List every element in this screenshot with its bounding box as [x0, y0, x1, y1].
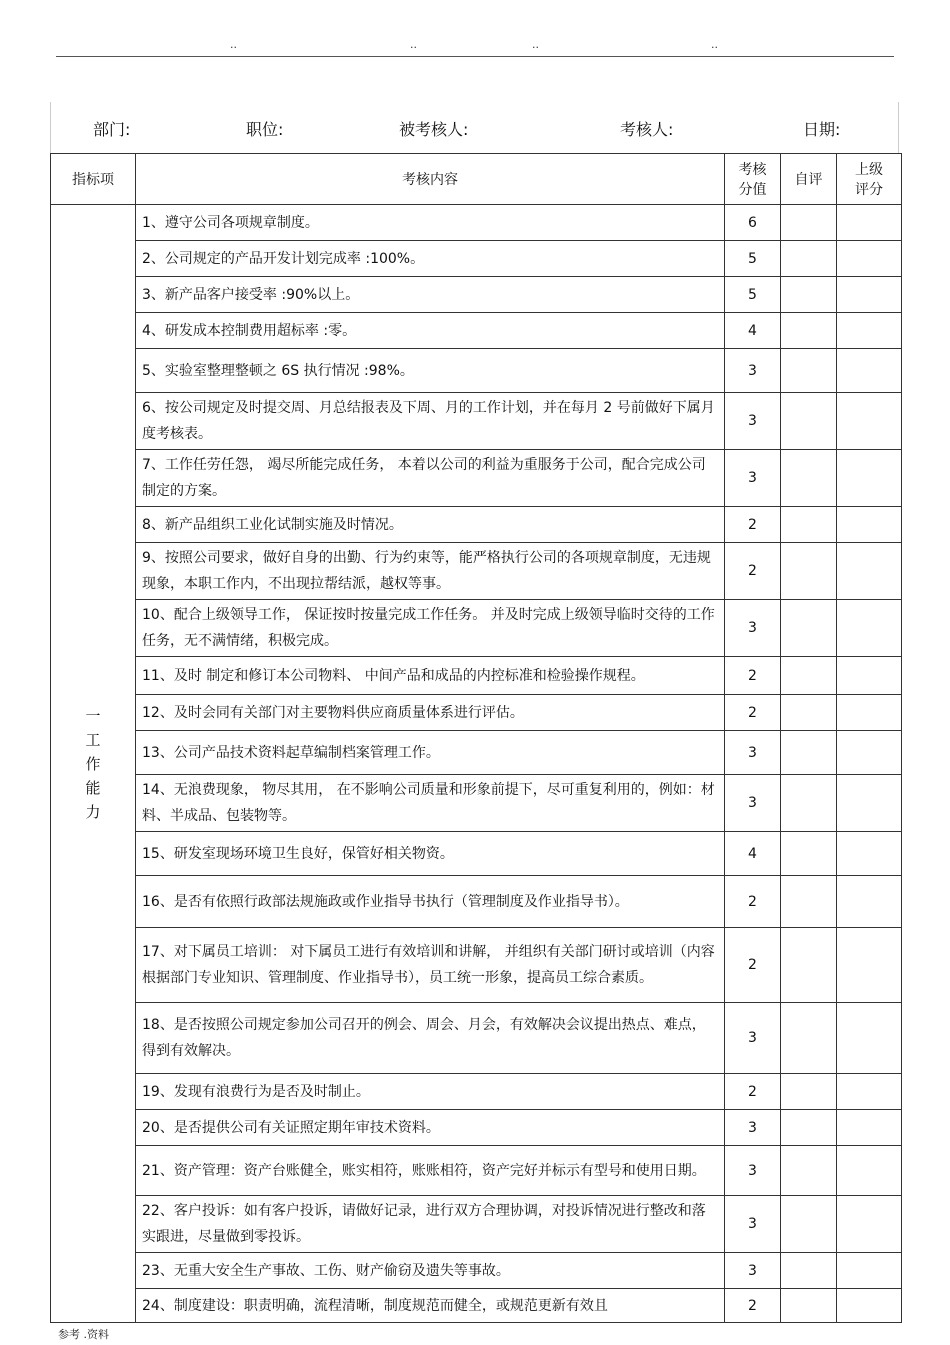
- table-row: [51, 393, 902, 450]
- self-eval-cell[interactable]: [781, 313, 837, 349]
- table-row: [51, 1003, 902, 1074]
- table-row: [51, 1146, 902, 1196]
- table-row: [51, 543, 902, 600]
- superior-eval-cell[interactable]: [837, 450, 902, 507]
- superior-eval-cell[interactable]: [837, 1146, 902, 1196]
- table-row: [51, 507, 902, 543]
- superior-eval-cell[interactable]: [837, 1196, 902, 1253]
- score-cell: 5: [725, 241, 781, 277]
- table-row: [51, 1196, 902, 1253]
- self-eval-cell[interactable]: [781, 657, 837, 695]
- table-row: [51, 241, 902, 277]
- table-row: [51, 876, 902, 928]
- content-cell: 11、及时 制定和修订本公司物料、 中间产品和成品的内控标准和检验操作规程。: [136, 657, 725, 695]
- score-cell: 2: [725, 543, 781, 600]
- superior-eval-cell[interactable]: [837, 1253, 902, 1289]
- content-cell: 6、按公司规定及时提交周、月总结报表及下周、月的工作计划，并在每月 2 号前做好下属月度考核表。: [136, 393, 725, 450]
- self-eval-cell[interactable]: [781, 1289, 837, 1323]
- category-char: 作: [85, 754, 101, 773]
- content-cell: 16、是否有依照行政部法规施政或作业指导书执行（管理制度及作业指导书）。: [136, 876, 725, 928]
- superior-eval-cell[interactable]: [837, 695, 902, 731]
- table-row: [51, 1110, 902, 1146]
- self-eval-cell[interactable]: [781, 241, 837, 277]
- content-cell: 13、公司产品技术资料起草编制档案管理工作。: [136, 731, 725, 775]
- self-eval-cell[interactable]: [781, 832, 837, 876]
- superior-eval-cell[interactable]: [837, 600, 902, 657]
- score-cell: 2: [725, 1289, 781, 1323]
- self-eval-cell[interactable]: [781, 1003, 837, 1074]
- self-eval-cell[interactable]: [781, 1146, 837, 1196]
- self-eval-cell[interactable]: [781, 507, 837, 543]
- superior-eval-cell[interactable]: [837, 876, 902, 928]
- score-cell: 4: [725, 832, 781, 876]
- score-cell: 5: [725, 277, 781, 313]
- superior-eval-cell[interactable]: [837, 241, 902, 277]
- content-cell: 20、是否提供公司有关证照定期年审技术资料。: [136, 1110, 725, 1146]
- assessor-label: 考核人:: [620, 120, 674, 139]
- self-eval-cell[interactable]: [781, 600, 837, 657]
- table-row: [51, 775, 902, 832]
- category-char: 工: [85, 730, 101, 749]
- indicator-header: 指标项: [51, 154, 136, 205]
- content-cell: 21、资产管理：资产台账健全，账实相符，账账相符，资产完好并标示有型号和使用日期。: [136, 1146, 725, 1196]
- superior-eval-cell[interactable]: [837, 1289, 902, 1323]
- content-cell: 17、对下属员工培训： 对下属员工进行有效培训和讲解， 并组织有关部门研讨或培训（内容根据部门专业知识、管理制度、作业指导书），员工统一形象，提高员工综合素质。: [136, 928, 725, 1003]
- superior-eval-cell[interactable]: [837, 205, 902, 241]
- content-cell: 22、客户投诉：如有客户投诉，请做好记录，进行双方合理协调，对投诉情况进行整改和落实跟进，尽量做到零投诉。: [136, 1196, 725, 1253]
- content-cell: 9、按照公司要求，做好自身的出勤、行为约束等，能严格执行公司的各项规章制度，无违规现象，本职工作内，不出现拉帮结派，越权等事。: [136, 543, 725, 600]
- superior-header-line: 上级: [855, 162, 883, 178]
- score-cell: 3: [725, 1196, 781, 1253]
- score-cell: 2: [725, 657, 781, 695]
- self-eval-header: 自评: [781, 154, 837, 205]
- score-cell: 2: [725, 928, 781, 1003]
- table-row: [51, 450, 902, 507]
- self-eval-cell[interactable]: [781, 543, 837, 600]
- category-cell: [51, 205, 136, 1323]
- superior-eval-cell[interactable]: [837, 543, 902, 600]
- position-label: 职位:: [246, 120, 284, 139]
- score-header-line: 考核: [738, 162, 767, 178]
- score-cell: 2: [725, 507, 781, 543]
- content-cell: 12、及时会同有关部门对主要物料供应商质量体系进行评估。: [136, 695, 725, 731]
- table-row: [51, 731, 902, 775]
- score-cell: 3: [725, 1146, 781, 1196]
- category-char: 一: [85, 706, 101, 725]
- table-row: [51, 349, 902, 393]
- form-header: [50, 102, 899, 154]
- score-cell: 3: [725, 1003, 781, 1074]
- content-cell: 1、遵守公司各项规章制度。: [136, 205, 725, 241]
- self-eval-cell[interactable]: [781, 393, 837, 450]
- score-cell: 2: [725, 1074, 781, 1110]
- assessment-table: [50, 153, 902, 1323]
- content-cell: 14、无浪费现象， 物尽其用， 在不影响公司质量和形象前提下，尽可重复利用的，例如：材料、半成品、包装物等。: [136, 775, 725, 832]
- content-cell: 15、研发室现场环境卫生良好，保管好相关物资。: [136, 832, 725, 876]
- superior-eval-cell[interactable]: [837, 928, 902, 1003]
- superior-header-line: 评分: [855, 182, 883, 198]
- date-label: 日期:: [803, 120, 841, 139]
- superior-eval-header: [837, 154, 902, 205]
- self-eval-cell[interactable]: [781, 731, 837, 775]
- score-header: [725, 154, 781, 205]
- self-eval-cell[interactable]: [781, 1253, 837, 1289]
- score-cell: 3: [725, 1110, 781, 1146]
- content-cell: 10、配合上级领导工作， 保证按时按量完成工作任务。 并及时完成上级领导临时交待的工作任务，无不满情绪，积极完成。: [136, 600, 725, 657]
- table-row: [51, 313, 902, 349]
- table-row: [51, 600, 902, 657]
- table-row: [51, 277, 902, 313]
- content-cell: 4、研发成本控制费用超标率 :零。: [136, 313, 725, 349]
- self-eval-cell[interactable]: [781, 928, 837, 1003]
- superior-eval-cell[interactable]: [837, 731, 902, 775]
- content-cell: 23、无重大安全生产事故、工伤、财产偷窃及遗失等事故。: [136, 1253, 725, 1289]
- superior-eval-cell[interactable]: [837, 1110, 902, 1146]
- self-eval-cell[interactable]: [781, 876, 837, 928]
- score-cell: 3: [725, 775, 781, 832]
- score-cell: 3: [725, 1253, 781, 1289]
- table-body: [51, 205, 902, 1323]
- assessee-label: 被考核人:: [399, 120, 469, 139]
- superior-eval-cell[interactable]: [837, 657, 902, 695]
- self-eval-cell[interactable]: [781, 1110, 837, 1146]
- header-mark: ..: [230, 38, 237, 51]
- content-cell: 7、工作任劳任怨， 竭尽所能完成任务， 本着以公司的利益为重服务于公司，配合完成公司制定的方案。: [136, 450, 725, 507]
- category-char: 能: [85, 778, 101, 797]
- table-header-row: [51, 154, 902, 205]
- table-row: [51, 832, 902, 876]
- superior-eval-cell[interactable]: [837, 313, 902, 349]
- superior-eval-cell[interactable]: [837, 349, 902, 393]
- score-cell: 2: [725, 695, 781, 731]
- superior-eval-cell[interactable]: [837, 775, 902, 832]
- table-row: [51, 1253, 902, 1289]
- header-divider: [56, 56, 894, 57]
- content-cell: 19、发现有浪费行为是否及时制止。: [136, 1074, 725, 1110]
- footer-note: 参考 .资料: [58, 1328, 109, 1341]
- content-cell: 18、是否按照公司规定参加公司召开的例会、周会、月会，有效解决会议提出热点、难点，得到有效解决。: [136, 1003, 725, 1074]
- table-row: [51, 695, 902, 731]
- self-eval-cell[interactable]: [781, 1074, 837, 1110]
- content-cell: 24、制度建设：职责明确，流程清晰，制度规范而健全，或规范更新有效且: [136, 1289, 725, 1323]
- content-cell: 8、新产品组织工业化试制实施及时情况。: [136, 507, 725, 543]
- superior-eval-cell[interactable]: [837, 1003, 902, 1074]
- self-eval-cell[interactable]: [781, 1196, 837, 1253]
- table-row: [51, 1289, 902, 1323]
- self-eval-cell[interactable]: [781, 695, 837, 731]
- score-cell: 3: [725, 349, 781, 393]
- table-row: [51, 205, 902, 241]
- superior-eval-cell[interactable]: [837, 1074, 902, 1110]
- content-cell: 2、公司规定的产品开发计划完成率 :100%。: [136, 241, 725, 277]
- content-header: 考核内容: [136, 154, 725, 205]
- self-eval-cell[interactable]: [781, 450, 837, 507]
- content-cell: 5、实验室整理整顿之 6S 执行情况 :98%。: [136, 349, 725, 393]
- dept-label: 部门:: [93, 120, 131, 139]
- header-mark: ..: [711, 38, 718, 51]
- score-cell: 3: [725, 731, 781, 775]
- score-cell: 6: [725, 205, 781, 241]
- score-cell: 4: [725, 313, 781, 349]
- header-mark: ..: [410, 38, 417, 51]
- self-eval-cell[interactable]: [781, 205, 837, 241]
- score-cell: 2: [725, 876, 781, 928]
- self-eval-cell[interactable]: [781, 277, 837, 313]
- score-header-line: 分值: [738, 182, 767, 198]
- header-mark: ..: [532, 38, 539, 51]
- superior-eval-cell[interactable]: [837, 277, 902, 313]
- category-char: 力: [85, 802, 101, 821]
- score-cell: 3: [725, 600, 781, 657]
- table-row: [51, 657, 902, 695]
- self-eval-cell[interactable]: [781, 775, 837, 832]
- superior-eval-cell[interactable]: [837, 832, 902, 876]
- content-cell: 3、新产品客户接受率 :90%以上。: [136, 277, 725, 313]
- table-row: [51, 928, 902, 1003]
- score-cell: 3: [725, 393, 781, 450]
- superior-eval-cell[interactable]: [837, 393, 902, 450]
- superior-eval-cell[interactable]: [837, 507, 902, 543]
- score-cell: 3: [725, 450, 781, 507]
- table-row: [51, 1074, 902, 1110]
- self-eval-cell[interactable]: [781, 349, 837, 393]
